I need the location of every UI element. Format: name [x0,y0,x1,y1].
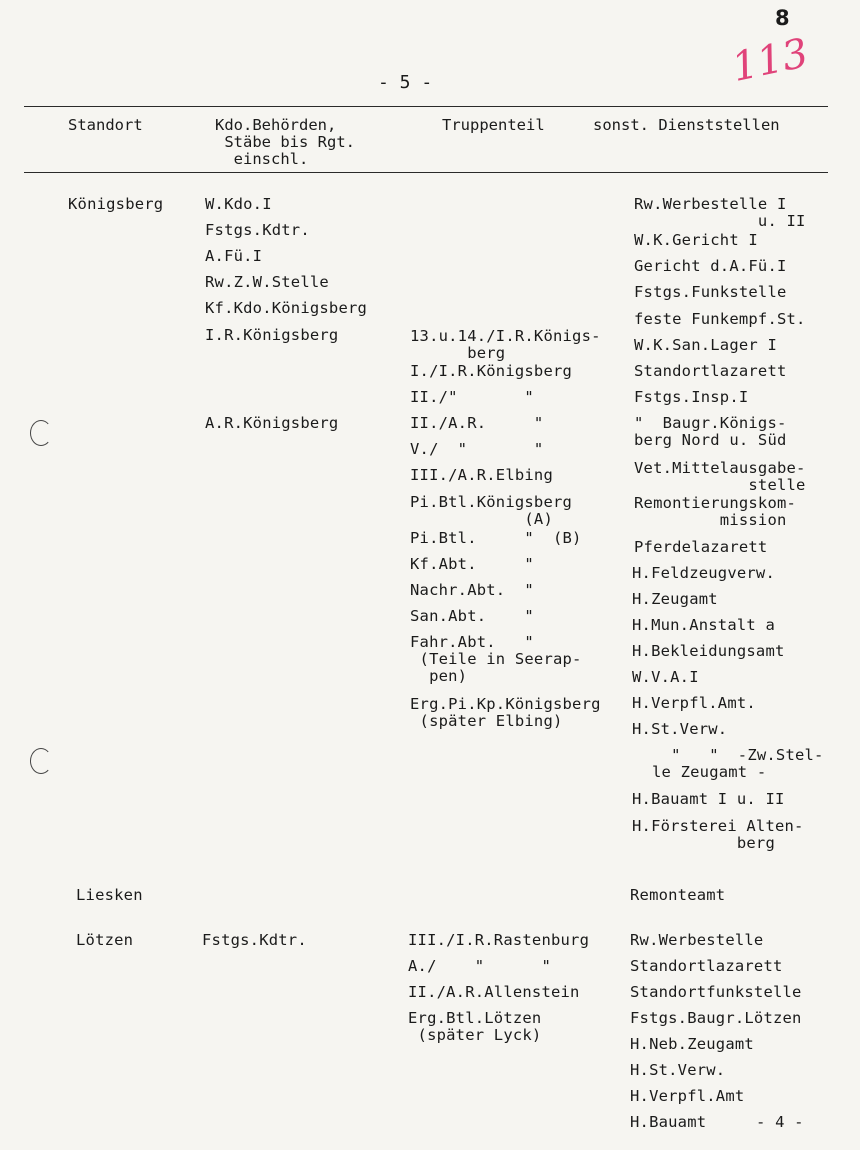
dienststelle-entry: H.Bekleidungsamt [632,642,785,660]
truppenteil-entry: San.Abt. " [410,607,534,625]
header-standort: Standort [68,116,143,134]
truppenteil-entry: Erg.Btl.Lötzen (später Lyck) [408,1009,542,1044]
truppenteil-entry: V./ " " [410,440,544,458]
corner-page-number: 8 [775,6,790,30]
truppenteil-entry: II./" " [410,388,534,406]
truppenteil-entry: Erg.Pi.Kp.Königsberg (später Elbing) [410,695,601,730]
continuation-page-marker: - 4 - [756,1113,804,1131]
dienststelle-entry: W.K.Gericht I [634,231,758,249]
kdo-entry: A.Fü.I [205,247,263,265]
dienststelle-entry: H.Försterei Alten- berg [632,817,804,852]
dienststelle-entry: Remontierungskom- mission [634,494,797,529]
truppenteil-entry: II./A.R.Allenstein [408,983,580,1001]
dienststelle-entry: Rw.Werbestelle [630,931,764,949]
truppenteil-entry: III./A.R.Elbing [410,466,553,484]
dienststelle-entry: " " -Zw.Stel- le Zeugamt - [652,746,824,781]
truppenteil-entry: Pi.Btl.Königsberg (A) [410,493,573,528]
truppenteil-entry: 13.u.14./I.R.Königs- berg [410,327,601,362]
kdo-entry: Fstgs.Kdtr. [202,931,307,949]
dienststelle-entry: feste Funkempf.St. [634,310,806,328]
standort-loetzen: Lötzen [76,931,134,949]
kdo-entry: Fstgs.Kdtr. [205,221,310,239]
truppenteil-entry: A./ " " [408,957,551,975]
truppenteil-entry: Nachr.Abt. " [410,581,534,599]
punch-hole [30,420,52,446]
header-kdo-behoerden: Kdo.Behörden, Stäbe bis Rgt. einschl. [215,116,355,168]
dienststelle-entry: Remonteamt [630,886,726,904]
dienststelle-entry: Gericht d.A.Fü.I [634,257,787,275]
dienststelle-entry: Standortfunkstelle [630,983,802,1001]
dienststelle-entry: Standortlazarett [634,362,787,380]
dienststelle-entry: H.Bauamt I u. II [632,790,785,808]
dienststelle-entry: H.Neb.Zeugamt [630,1035,754,1053]
dienststelle-entry: H.St.Verw. [632,720,728,738]
header-truppenteil: Truppenteil [442,116,545,134]
page-number: - 5 - [378,72,433,93]
header-top-rule [24,106,828,107]
dienststelle-entry: Fstgs.Funkstelle [634,283,787,301]
dienststelle-entry: Rw.Werbestelle I u. II [634,195,806,230]
truppenteil-entry: II./A.R. " [410,414,544,432]
kdo-entry: A.R.Königsberg [205,414,339,432]
dienststelle-entry: H.Zeugamt [632,590,718,608]
header-bottom-rule [24,172,828,173]
dienststelle-entry: H.Feldzeugverw. [632,564,775,582]
header-sonst-dienststellen: sonst. Dienststellen [593,116,780,134]
truppenteil-entry: Kf.Abt. " [410,555,534,573]
dienststelle-entry: W.V.A.I [632,668,699,686]
kdo-entry: I.R.Königsberg [205,326,339,344]
dienststelle-entry: Fstgs.Baugr.Lötzen [630,1009,802,1027]
dienststelle-entry: H.St.Verw. [630,1061,726,1079]
truppenteil-entry: Fahr.Abt. " (Teile in Seerap- pen) [410,633,582,685]
dienststelle-entry: Fstgs.Insp.I [634,388,749,406]
dienststelle-entry: H.Verpfl.Amt. [632,694,756,712]
handwritten-folio-number: 113 [728,30,813,91]
kdo-entry: Rw.Z.W.Stelle [205,273,329,291]
dienststelle-entry: W.K.San.Lager I [634,336,777,354]
dienststelle-entry: " Baugr.Königs- berg Nord u. Süd [634,414,787,449]
kdo-entry: Kf.Kdo.Königsberg [205,299,368,317]
dienststelle-entry: H.Mun.Anstalt a [632,616,775,634]
punch-hole [30,748,52,774]
dienststelle-entry: Pferdelazarett [634,538,768,556]
standort-liesken: Liesken [76,886,143,904]
dienststelle-entry: H.Bauamt [630,1113,707,1131]
dienststelle-entry: Standortlazarett [630,957,783,975]
kdo-entry: W.Kdo.I [205,195,272,213]
dienststelle-entry: H.Verpfl.Amt [630,1087,745,1105]
truppenteil-entry: Pi.Btl. " (B) [410,529,582,547]
standort-koenigsberg: Königsberg [68,195,164,213]
truppenteil-entry: III./I.R.Rastenburg [408,931,590,949]
dienststelle-entry: Vet.Mittelausgabe- stelle [634,459,806,494]
truppenteil-entry: I./I.R.Königsberg [410,362,573,380]
